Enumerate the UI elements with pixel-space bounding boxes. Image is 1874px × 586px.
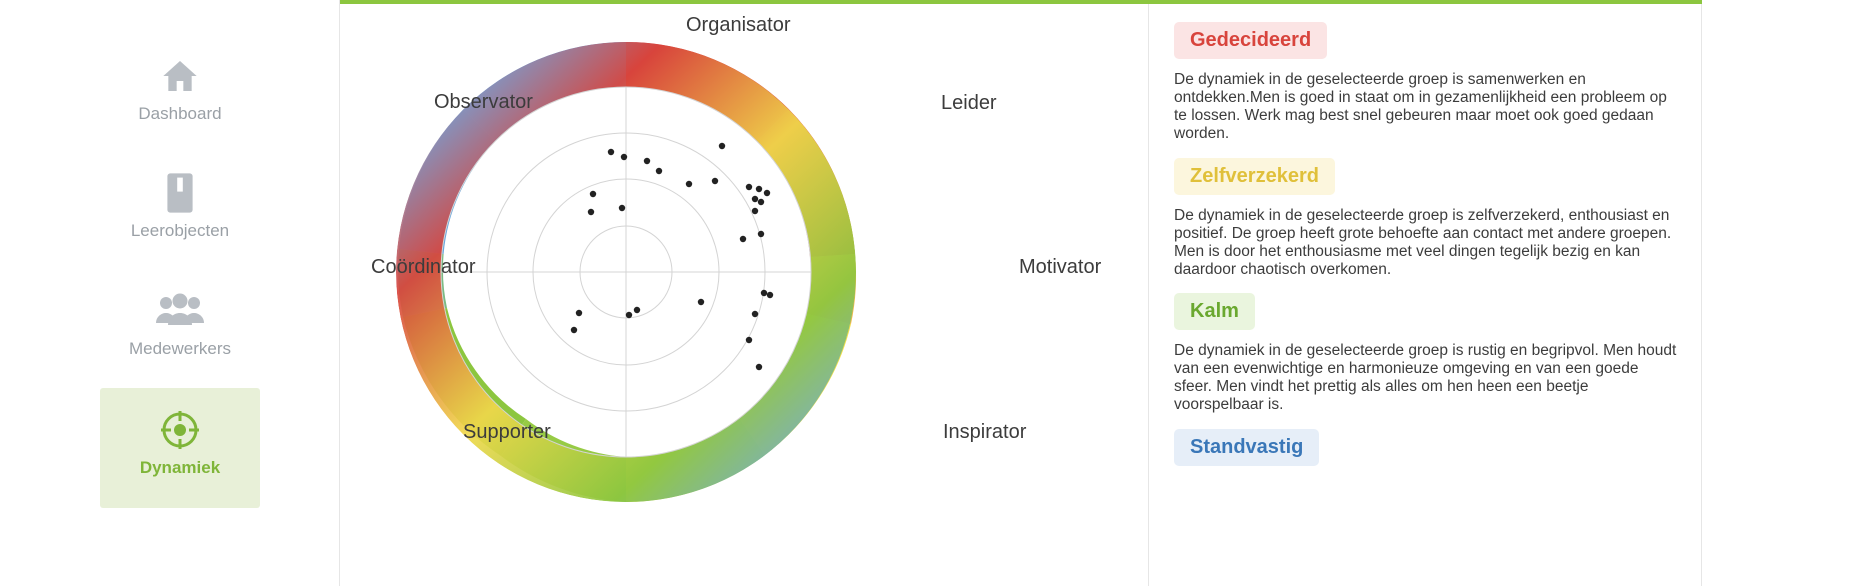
- right-gutter: [1703, 0, 1874, 586]
- dynamiek-results-panel: [1150, 4, 1702, 586]
- sidebar-item-label: Leerobjecten: [130, 221, 230, 240]
- target-icon: [100, 406, 260, 452]
- result-description: De dynamiek in de geselecteerde groep is samenwerken en ontdekken.Men is goed in staat om in gezamenlijkheid een probleem op te lossen. Werk mag best snel gebeuren maar moet ook goed gedaan worden.: [1174, 71, 1667, 143]
- sidebar-item-medewerkers[interactable]: [100, 287, 260, 359]
- axis-label-supporter: Supporter: [463, 421, 551, 443]
- status-badge: Standvastig: [1174, 429, 1319, 466]
- axis-label-inspirator: Inspirator: [943, 421, 1027, 443]
- sidebar-item-label: Dynamiek: [139, 458, 221, 477]
- axis-label-motivator: Motivator: [1019, 256, 1102, 278]
- axis-label-organisator: Organisator: [686, 14, 791, 36]
- sidebar-item-dynamiek[interactable]: [100, 388, 260, 508]
- chart-data-points: [571, 143, 773, 370]
- status-badge: Kalm: [1174, 293, 1255, 330]
- sidebar: [0, 0, 340, 586]
- axis-label-observator: Observator: [434, 91, 533, 113]
- book-icon: [100, 169, 260, 215]
- sidebar-item-label: Medewerkers: [128, 339, 232, 358]
- polar-chart[interactable]: [341, 4, 1149, 586]
- sidebar-item-dashboard[interactable]: [100, 52, 260, 124]
- people-icon: [100, 287, 260, 333]
- result-description: De dynamiek in de geselecteerde groep is zelfverzekerd, enthousiast en positief. De groep heeft grote behoefte aan contact met andere groepen. Men is door het enthousiasme met veel dingen tegelijk bezig en kan daardoor chaotisch overkomen.: [1174, 206, 1672, 278]
- result-block: [1174, 158, 1677, 280]
- result-block: [1174, 429, 1677, 478]
- sidebar-item-leerobjecten[interactable]: [100, 169, 260, 241]
- status-badge: Zelfverzekerd: [1174, 158, 1335, 195]
- home-icon: [100, 52, 260, 98]
- axis-label-leider: Leider: [941, 92, 997, 114]
- dynamiek-chart-panel: [341, 4, 1149, 586]
- result-block: [1174, 293, 1677, 415]
- result-description: De dynamiek in de geselecteerde groep is rustig en begripvol. Men houdt van een evenwichtige en harmonieuze omgeving en van een goede sfeer. Men vindt het prettig als alles om hen heen een beetje voorspelbaar is.: [1174, 342, 1677, 414]
- status-badge: Gedecideerd: [1174, 22, 1327, 59]
- sidebar-item-label: Dashboard: [138, 104, 222, 123]
- axis-label-coordinator: Coördinator: [371, 256, 476, 278]
- result-block: [1174, 22, 1677, 144]
